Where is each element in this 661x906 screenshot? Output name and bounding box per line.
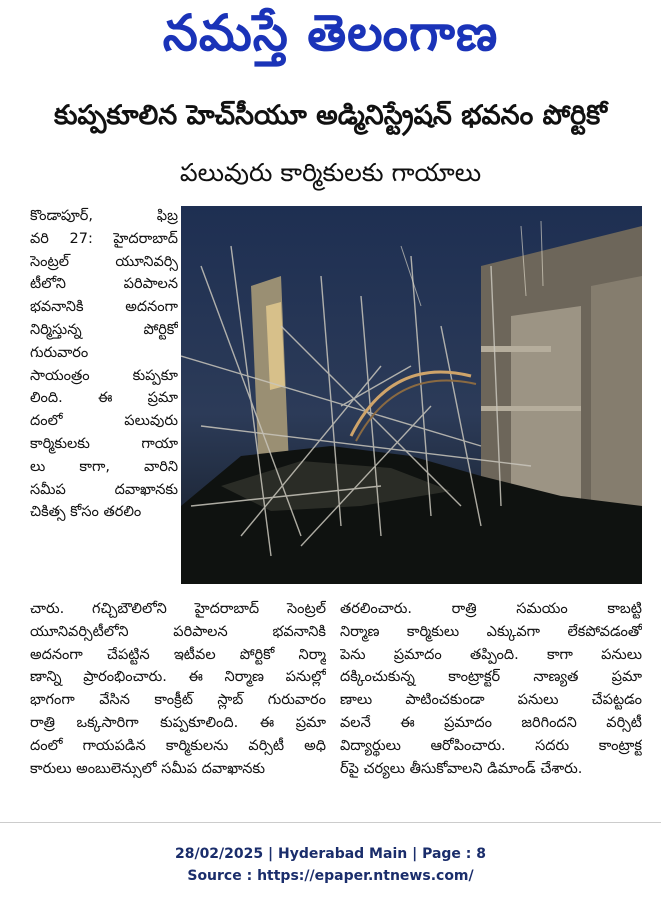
column-top-line: చికిత్స కోసం తరలిం: [30, 504, 142, 521]
column-right-line: వలనే ఈ ప్రమాదం జరిగిందని వర్సిటీ: [340, 714, 642, 731]
column-top-line: దంలో పలువురు: [30, 413, 178, 430]
column-top-line: గురువారం: [30, 344, 89, 361]
column-top-line: కార్మికులకు గాయా: [30, 435, 178, 452]
article-headline: కుప్పకూలిన హెచ్‌సీయూ అడ్మినిస్ట్రేషన్ భవనం పోర్టికో: [53, 100, 608, 131]
photo-illustration: [181, 206, 642, 584]
column-right-line: పెను ప్రమాదం తప్పింది. కాగా పనులు: [340, 646, 642, 663]
article-column-left: [30, 598, 326, 780]
column-top-line: సెంట్రల్ యూనివర్సి: [30, 253, 178, 270]
newspaper-title: నమస్తే తెలంగాణ: [162, 4, 499, 62]
column-top-line: టీలోని పరిపాలన: [30, 276, 178, 293]
column-right-line: తరలించారు. రాత్రి సమయం కాబట్టి: [340, 601, 642, 617]
column-top-line: వరి 27: హైదరాబాద్: [30, 230, 178, 247]
collapsed-portico-photo: [181, 206, 642, 584]
article-column-top: [30, 205, 178, 524]
column-right-line: ర్‌పై చర్యలు తీసుకోవాలని డిమాండ్ చేశారు.: [340, 760, 583, 777]
column-right-line: ణాలు పాటించకుండా పనులు చేపట్టడం: [340, 692, 642, 709]
column-top-line: నిర్మిస్తున్న పోర్టికో: [30, 321, 178, 338]
column-right-line: విద్యార్థులు ఆరోపించారు. సదరు కాంట్రాక్ట: [340, 737, 642, 754]
footer-divider: [0, 822, 661, 823]
column-top-line: లు కాగా, వారిని: [30, 458, 178, 475]
column-left-line: భాగంగా వేసిన కాంక్రీట్ స్లాబ్ గురువారం: [30, 692, 326, 709]
column-top-line: కొండాపూర్, ఫిబ్ర: [30, 208, 178, 224]
column-top-line: సమీప దవాఖానకు: [30, 481, 178, 498]
column-right-line: దక్కించుకున్న కాంట్రాక్టర్ నాణ్యత ప్రమా: [340, 669, 642, 686]
column-top-line: భవనానికి అదనంగా: [30, 299, 178, 316]
column-top-line: సాయంత్రం కుప్పకూ: [30, 367, 178, 384]
column-left-line: ణాన్ని ప్రారంభించారు. ఈ నిర్మాణ పనుల్లో: [30, 669, 326, 686]
article-column-right: [340, 598, 642, 780]
column-top-line: లింది. ఈ ప్రమా: [30, 390, 178, 407]
column-left-line: అదనంగా చేపట్టిన ఇటీవల పోర్టికో నిర్మా: [30, 646, 326, 663]
column-left-line: యూనివర్సిటీలోని పరిపాలన భవనానికి: [30, 623, 326, 640]
article-subheadline: పలువురు కార్మికులకు గాయాలు: [179, 158, 482, 187]
column-left-line: రాత్రి ఒక్కసారిగా కుప్పకూలింది. ఈ ప్రమా: [30, 714, 326, 731]
column-left-line: కారులు అంబులెన్సులో సమీప దవాఖానకు: [30, 760, 265, 777]
column-left-line: చారు. గచ్చిబౌలిలోని హైదరాబాద్ సెంట్రల్: [30, 601, 326, 617]
column-right-line: నిర్మాణ కార్మికులు ఎక్కువగా లేకపోవడంతో: [340, 623, 642, 640]
column-left-line: దంలో గాయపడిన కార్మికులను వర్సిటీ అధి: [30, 737, 326, 754]
masthead: [0, 0, 661, 80]
source-link[interactable]: Source : https://epaper.ntnews.com/: [187, 868, 474, 884]
edition-info: 28/02/2025 | Hyderabad Main | Page : 8: [174, 846, 487, 862]
